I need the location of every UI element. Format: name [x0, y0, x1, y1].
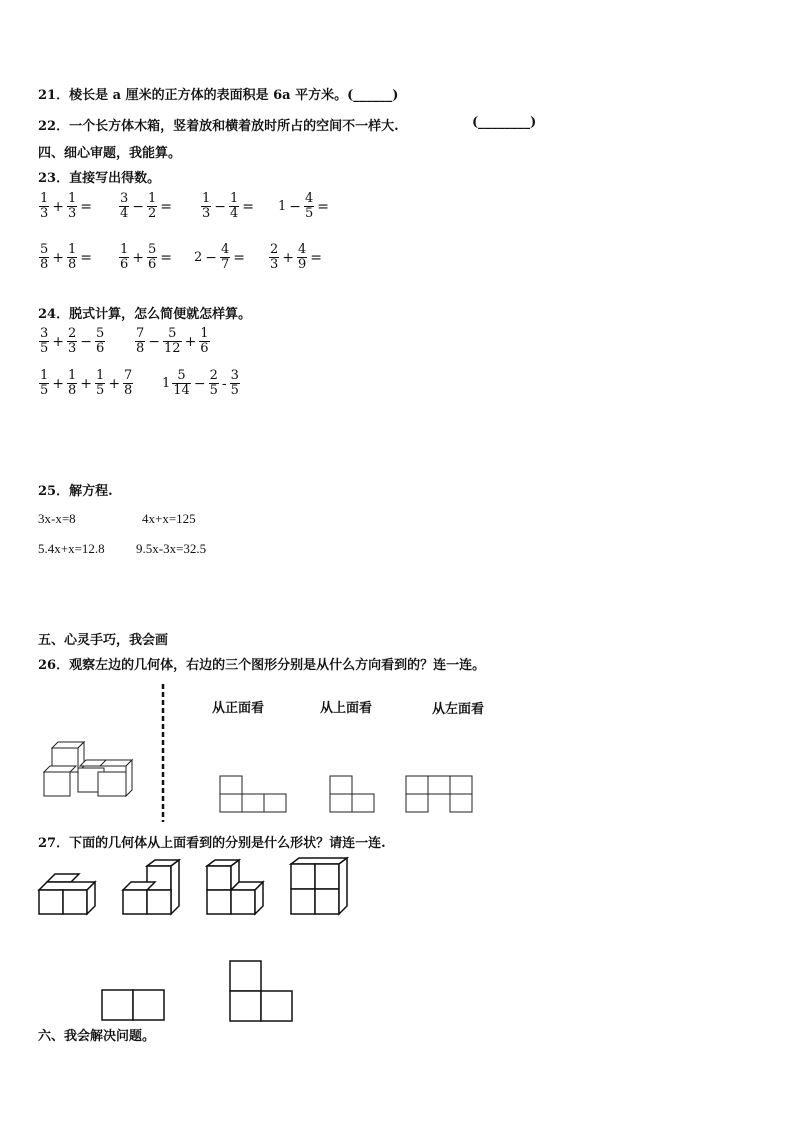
q26-label-left: 从左面看: [432, 702, 485, 717]
q25-equation-1: 3x-x=8: [38, 511, 76, 526]
q23-expr-1: $\frac{1}{3}$ + $\frac{1}{3}$ =: [40, 191, 93, 221]
q23-expr-2: $\frac{3}{4}$ − $\frac{1}{2}$ =: [120, 191, 173, 221]
q26-view-shape-2: [329, 775, 377, 815]
q27-solid-3: [205, 858, 269, 918]
question-27-title: 27．下面的几何体从上面看到的分别是什么形状？请连一连.: [38, 836, 386, 851]
q24-expr-1: $\frac{3}{5}$ + $\frac{2}{3}$ − $\frac{5}{6}$: [40, 326, 105, 356]
q26-label-front: 从正面看: [212, 701, 265, 716]
section-6-heading: 六、我会解决问题。: [38, 1029, 156, 1044]
q27-solid-1: [37, 872, 99, 918]
q26-label-top: 从上面看: [320, 701, 373, 716]
q25-equation-3: 5.4x+x=12.8: [38, 541, 105, 556]
question-21: 21．棱长是 a 厘米的正方体的表面积是 6a 平方米。(______): [38, 88, 399, 103]
q23-expr-6: $\frac{1}{6}$ + $\frac{5}{6}$ =: [120, 242, 173, 272]
q23-expr-8: $\frac{2}{3}$ + $\frac{4}{9}$ =: [270, 242, 323, 272]
question-25-title: 25．解方程.: [38, 484, 113, 499]
q26-view-shape-1: [219, 775, 289, 815]
q24-expr-2: $\frac{7}{8}$ − $\frac{5}{12}$ + $\frac{1}{6}$: [136, 326, 209, 356]
q23-expr-4: 1 − $\frac{4}{5}$ =: [278, 191, 330, 221]
q26-solid-figure: [40, 738, 140, 800]
q26-dashed-divider: [160, 684, 166, 824]
section-5-heading: 五、心灵手巧，我会画: [38, 633, 169, 648]
section-4-heading: 四、细心审题，我能算。: [38, 146, 182, 161]
question-23-title: 23．直接写出得数。: [38, 171, 161, 186]
q27-top-view-shape-2: [229, 960, 295, 1024]
q27-solid-4: [289, 856, 353, 918]
question-24-title: 24．脱式计算，怎么简便就怎样算。: [38, 307, 252, 322]
q27-solid-2: [121, 858, 183, 918]
q23-expr-5: $\frac{5}{8}$ + $\frac{1}{8}$ =: [40, 242, 93, 272]
q26-view-shape-3: [405, 775, 475, 815]
q25-equation-2: 4x+x=125: [142, 511, 196, 526]
question-22: 22．一个长方体木箱，竖着放和横着放时所占的空间不一样大.: [38, 119, 399, 134]
q24-expr-3: $\frac{1}{5}$ + $\frac{1}{8}$ + $\frac{1}{5}$ + $\frac{7}{8}$: [40, 368, 133, 398]
q27-top-view-shape-1: [101, 989, 167, 1023]
q23-expr-7: 2 − $\frac{4}{7}$ =: [194, 242, 246, 272]
q24-expr-4: 1 $\frac{5}{14}$ − $\frac{2}{5}$ - $\frac{3}{5}$: [162, 368, 239, 398]
q23-expr-3: $\frac{1}{3}$ − $\frac{1}{4}$ =: [202, 191, 255, 221]
question-26-title: 26．观察左边的几何体，右边的三个图形分别是从什么方向看到的？连一连。: [38, 658, 486, 673]
q25-equation-4: 9.5x-3x=32.5: [136, 541, 207, 556]
question-22-blank[interactable]: (________): [472, 115, 537, 130]
